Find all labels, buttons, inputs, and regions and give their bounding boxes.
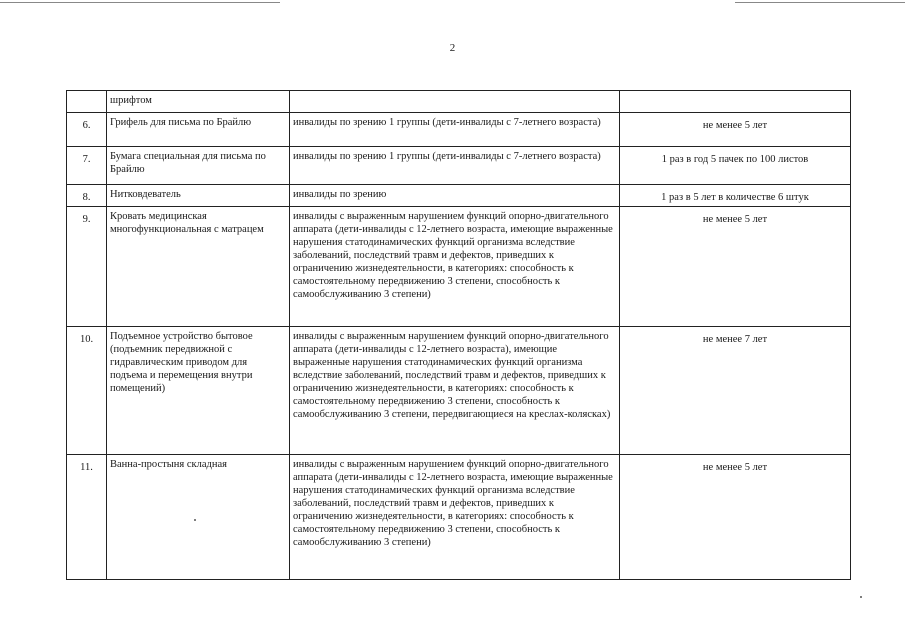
table-row	[67, 147, 851, 185]
scan-speck	[194, 519, 196, 521]
item-name: Бумага специальная для письма по Брайлю	[107, 147, 290, 185]
recipient-category: инвалиды с выраженным нарушением функций опорно-двигательного аппарата (дети-инвалиды с 12-летнего возраста), имеющие выраженные нарушения статодинамических функций организма вследствие заболеваний, последствий травм и дефектов, приведших к ограничению жизнедеятельности, в категориях: способность к самостоятельному передвижению 3 степени, способность к самообслуживанию 3 степени, передвигающиеся на креслах-колясках)	[290, 327, 620, 455]
usage-term: не менее 7 лет	[620, 327, 851, 455]
row-number: 6.	[67, 113, 107, 147]
row-number: 10.	[67, 327, 107, 455]
row-number: 7.	[67, 147, 107, 185]
row-number: 11.	[67, 455, 107, 580]
table-row	[67, 91, 851, 113]
item-name: Нитковдеватель	[107, 185, 290, 207]
row-number: 8.	[67, 185, 107, 207]
table-row	[67, 113, 851, 147]
recipient-category: инвалиды по зрению 1 группы (дети-инвалиды с 7-летнего возраста)	[290, 147, 620, 185]
table-row	[67, 185, 851, 207]
recipient-category: инвалиды с выраженным нарушением функций опорно-двигательного аппарата (дети-инвалиды с 12-летнего возраста, имеющие выраженные нарушения статодинамических функций организма вследствие заболеваний, последствий травм и дефектов, приведших к ограничению жизнедеятельности, в категориях: способность к самостоятельному передвижению 3 степени, способность к самообслуживанию 3 степени)	[290, 455, 620, 580]
usage-term: не менее 5 лет	[620, 455, 851, 580]
recipient-category: инвалиды с выраженным нарушением функций опорно-двигательного аппарата (дети-инвалиды с 12-летнего возраста, имеющие выраженные нарушения статодинамических функций организма вследствие заболеваний, последствий травм и дефектов, приведших к ограничению жизнедеятельности, в категориях: способность к самостоятельному передвижению 3 степени, способность к самообслуживанию 3 степени)	[290, 207, 620, 327]
top-rule-left	[0, 2, 280, 3]
usage-term	[620, 91, 851, 113]
top-rule-right	[735, 2, 905, 3]
recipient-category: инвалиды по зрению 1 группы (дети-инвалиды с 7-летнего возраста)	[290, 113, 620, 147]
usage-term: 1 раз в 5 лет в количестве 6 штук	[620, 185, 851, 207]
table-row	[67, 455, 851, 580]
item-name: шрифтом	[107, 91, 290, 113]
item-name: Кровать медицинская многофункциональная с матрацем	[107, 207, 290, 327]
page-number: 2	[449, 42, 456, 54]
table-row	[67, 207, 851, 327]
item-name: Ванна-простыня складная	[107, 455, 290, 580]
usage-term: 1 раз в год 5 пачек по 100 листов	[620, 147, 851, 185]
recipient-category: инвалиды по зрению	[290, 185, 620, 207]
row-number: 9.	[67, 207, 107, 327]
recipient-category	[290, 91, 620, 113]
usage-term: не менее 5 лет	[620, 113, 851, 147]
scan-speck	[860, 596, 862, 598]
table-row	[67, 327, 851, 455]
item-name: Подъемное устройство бытовое (подъемник передвижной с гидравлическим приводом для подъема и перемещения внутри помещений)	[107, 327, 290, 455]
usage-term: не менее 5 лет	[620, 207, 851, 327]
item-name: Грифель для письма по Брайлю	[107, 113, 290, 147]
row-number	[67, 91, 107, 113]
equipment-table	[66, 90, 851, 580]
